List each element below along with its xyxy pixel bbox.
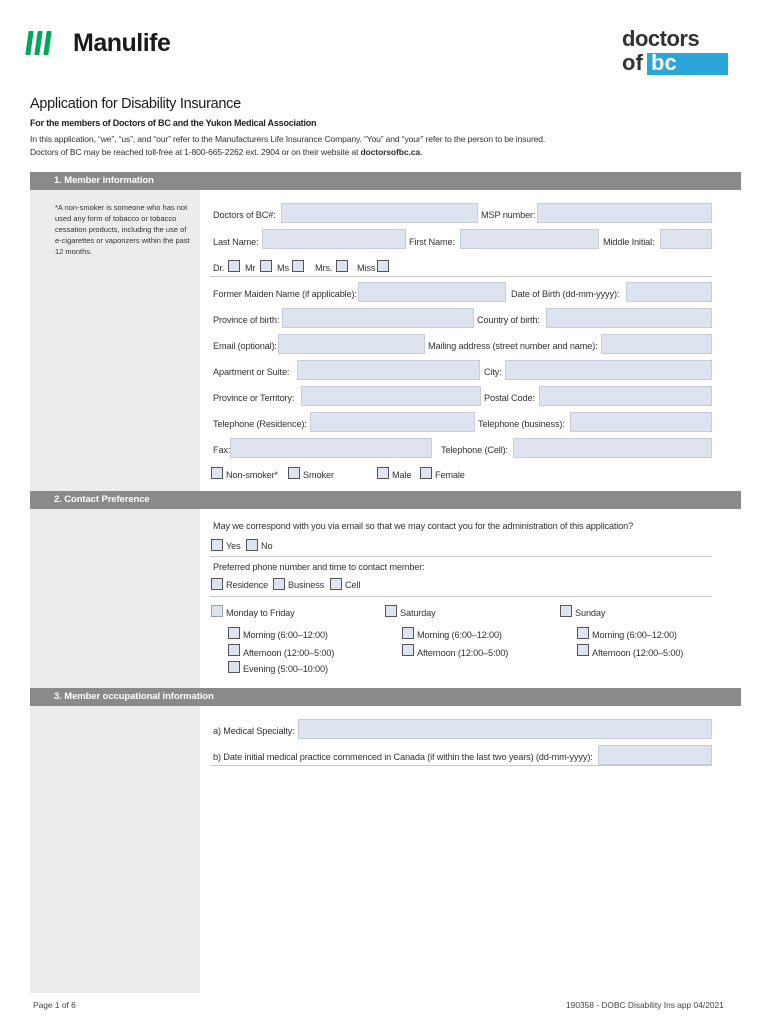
practice-date-field[interactable]: [598, 745, 712, 765]
saturday-morning-checkbox[interactable]: [402, 627, 414, 639]
medical-specialty-label: a) Medical Specialty:: [213, 726, 295, 736]
weekday-morning-checkbox[interactable]: [228, 627, 240, 639]
country-birth-label: Country of birth:: [477, 315, 540, 325]
tel-cell-label: Telephone (Cell):: [441, 445, 508, 455]
email-consent-question: May we correspond with you via email so that we may contact you for the administration of this application?: [213, 521, 634, 531]
title-mrs-checkbox[interactable]: [336, 260, 348, 272]
country-birth-field[interactable]: [546, 308, 712, 328]
phone-business-checkbox[interactable]: [273, 578, 285, 590]
province-territory-field[interactable]: [301, 386, 481, 406]
email-label: Email (optional):: [213, 341, 277, 351]
email-no-label: No: [261, 541, 273, 551]
email-field[interactable]: [278, 334, 425, 354]
province-birth-field[interactable]: [282, 308, 474, 328]
phone-residence-label: Residence: [226, 580, 269, 590]
phone-preference-question: Preferred phone number and time to contact member:: [213, 562, 425, 572]
dob-field[interactable]: [626, 282, 712, 302]
phone-cell-checkbox[interactable]: [330, 578, 342, 590]
weekday-morning-label: Morning (6:00–12:00): [243, 630, 328, 640]
monday-friday-label: Monday to Friday: [226, 608, 295, 618]
city-field[interactable]: [505, 360, 712, 380]
title-miss-checkbox[interactable]: [377, 260, 389, 272]
section-3-header: 3. Member occupational information: [30, 688, 741, 706]
title-ms-label: Ms: [277, 263, 289, 273]
medical-specialty-field[interactable]: [298, 719, 712, 739]
monday-friday-checkbox[interactable]: [211, 605, 223, 617]
document-intro: [30, 133, 545, 159]
dob-label: Date of Birth (dd-mm-yyyy):: [511, 289, 620, 299]
sunday-afternoon-checkbox[interactable]: [577, 644, 589, 656]
msp-number-label: MSP number:: [481, 210, 536, 220]
smoker-checkbox[interactable]: [288, 467, 300, 479]
male-checkbox[interactable]: [377, 467, 389, 479]
province-birth-label: Province of birth:: [213, 315, 280, 325]
middle-initial-field[interactable]: [660, 229, 712, 249]
email-yes-checkbox[interactable]: [211, 539, 223, 551]
tel-residence-label: Telephone (Residence):: [213, 419, 307, 429]
doctors-bc-number-field[interactable]: [281, 203, 478, 223]
sunday-checkbox[interactable]: [560, 605, 572, 617]
apartment-field[interactable]: [297, 360, 480, 380]
saturday-morning-label: Morning (6:00–12:00): [417, 630, 502, 640]
title-mrs-label: Mrs.: [315, 263, 333, 273]
practice-date-label: b) Date initial medical practice commenced in Canada (if within the last two years) (dd-mm-yyyy):: [213, 752, 593, 762]
title-ms-checkbox[interactable]: [292, 260, 304, 272]
last-name-field[interactable]: [262, 229, 406, 249]
section-1-header: 1. Member information: [30, 172, 741, 190]
maiden-name-label: Former Maiden Name (if applicable):: [213, 289, 357, 299]
non-smoker-note: *A non-smoker is someone who has not used any form of tobacco or tobacco cessation products, including the use of e-cigarettes or vaporizers within the past 12 months.: [55, 203, 190, 256]
divider: [210, 765, 712, 766]
title-dr-checkbox[interactable]: [228, 260, 240, 272]
weekday-afternoon-label: Afternoon (12:00–5:00): [243, 648, 335, 658]
mailing-address-field[interactable]: [601, 334, 712, 354]
mailing-address-label: Mailing address (street number and name):: [428, 341, 598, 351]
tel-business-field[interactable]: [570, 412, 712, 432]
intro-line-1: In this application, “we”, “us”, and “our” refer to the Manufacturers Life Insurance Company. “You” and “your” refer to the person to be insured.: [30, 134, 546, 144]
city-label: City:: [484, 367, 502, 377]
tel-business-label: Telephone (business):: [478, 419, 565, 429]
saturday-label: Saturday: [400, 608, 436, 618]
maiden-name-field[interactable]: [358, 282, 506, 302]
document-title: Application for Disability Insurance: [30, 96, 241, 112]
saturday-afternoon-label: Afternoon (12:00–5:00): [417, 648, 509, 658]
first-name-label: First Name:: [409, 237, 455, 247]
saturday-afternoon-checkbox[interactable]: [402, 644, 414, 656]
non-smoker-checkbox[interactable]: [211, 467, 223, 479]
title-mr-checkbox[interactable]: [260, 260, 272, 272]
page-number: Page 1 of 6: [33, 1000, 76, 1010]
first-name-field[interactable]: [460, 229, 599, 249]
doctors-bc-logo-of: of: [622, 50, 643, 75]
phone-residence-checkbox[interactable]: [211, 578, 223, 590]
apartment-label: Apartment or Suite:: [213, 367, 290, 377]
tel-residence-field[interactable]: [310, 412, 475, 432]
manulife-logo: Manulife: [73, 29, 171, 57]
postal-code-field[interactable]: [539, 386, 712, 406]
sunday-morning-checkbox[interactable]: [577, 627, 589, 639]
phone-business-label: Business: [288, 580, 325, 590]
doctors-bc-number-label: Doctors of BC#:: [213, 210, 276, 220]
doctors-bc-logo-doctors: doctors: [622, 26, 700, 51]
tel-cell-field[interactable]: [513, 438, 712, 458]
manulife-logo-mark-icon: [27, 31, 50, 55]
province-territory-label: Province or Territory:: [213, 393, 295, 403]
title-mr-label: Mr: [245, 263, 256, 273]
sunday-label: Sunday: [575, 608, 606, 618]
saturday-checkbox[interactable]: [385, 605, 397, 617]
doctors-bc-logo-bc: bc: [651, 50, 677, 75]
postal-code-label: Postal Code:: [484, 393, 535, 403]
email-yes-label: Yes: [226, 541, 241, 551]
male-label: Male: [392, 470, 412, 480]
smoker-label: Smoker: [303, 470, 334, 480]
last-name-label: Last Name:: [213, 237, 259, 247]
weekday-evening-checkbox[interactable]: [228, 661, 240, 673]
female-label: Female: [435, 470, 465, 480]
sunday-afternoon-label: Afternoon (12:00–5:00): [592, 648, 684, 658]
sunday-morning-label: Morning (6:00–12:00): [592, 630, 677, 640]
weekday-evening-label: Evening (5:00–10:00): [243, 664, 328, 674]
middle-initial-label: Middle Initial:: [603, 237, 655, 247]
phone-cell-label: Cell: [345, 580, 361, 590]
fax-field[interactable]: [230, 438, 432, 458]
female-checkbox[interactable]: [420, 467, 432, 479]
msp-number-field[interactable]: [537, 203, 712, 223]
divider: [210, 276, 712, 277]
intro-line-2: Doctors of BC may be reached toll-free at 1-800-665-2262 ext. 2904 or on their website at doctorsofbc.ca.: [30, 147, 423, 157]
left-margin-column: [30, 190, 200, 993]
email-no-checkbox[interactable]: [246, 539, 258, 551]
title-dr-label: Dr.: [213, 263, 225, 273]
non-smoker-label: Non-smoker*: [226, 470, 278, 480]
fax-label: Fax:: [213, 445, 231, 455]
title-miss-label: Miss: [357, 263, 376, 273]
weekday-afternoon-checkbox[interactable]: [228, 644, 240, 656]
website-link[interactable]: doctorsofbc.ca: [360, 147, 420, 157]
divider: [210, 596, 712, 597]
document-subtitle: For the members of Doctors of BC and the Yukon Medical Association: [30, 118, 317, 128]
form-code: 190358 - DOBC Disability Ins app 04/2021: [566, 1000, 724, 1010]
section-2-header: 2. Contact Preference: [30, 491, 741, 509]
divider: [210, 556, 712, 557]
